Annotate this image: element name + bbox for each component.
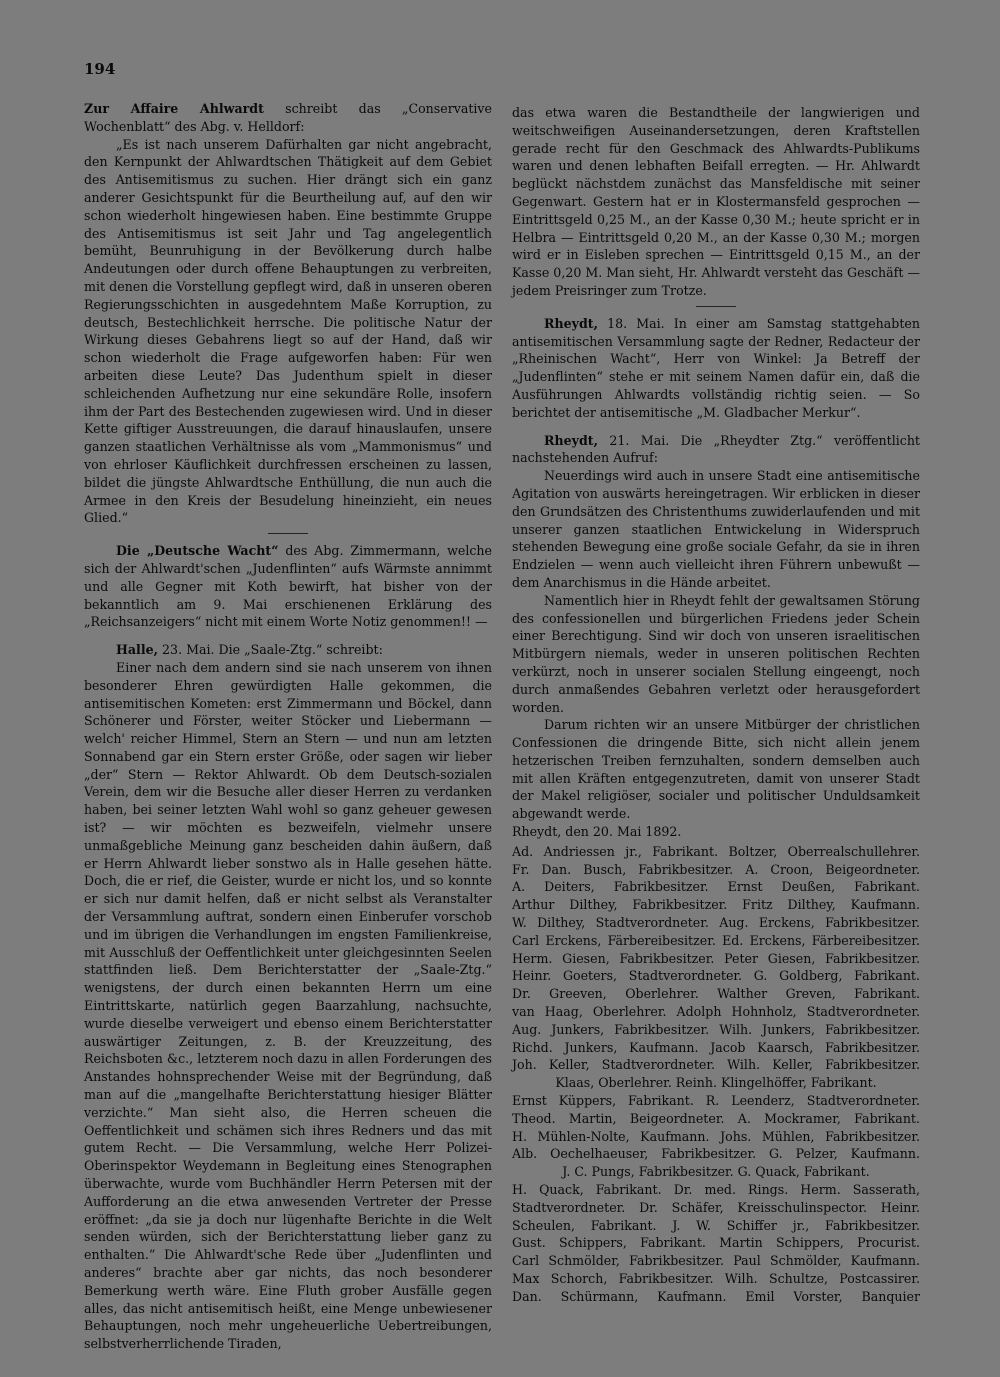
article-rheydt-18	[512, 315, 920, 422]
signatory-line: Dr. Greeven, Oberlehrer. Walther Greven, Fabrikant.	[512, 986, 920, 1002]
signatory-line: Heinr. Goeters, Stadtverordneter. G. Goldberg, Fabrikant.	[512, 968, 920, 984]
signatories-list	[512, 843, 920, 1306]
signatory-line: Max Schorch, Fabrikbesitzer. Wilh. Schultze, Postcassirer.	[512, 1271, 920, 1286]
article-ahlwardt-headline: Zur Affaire Ahlwardt	[84, 101, 264, 116]
appeal-paragraph: Namentlich hier in Rheydt fehlt der gewaltsamen Störung des confessionellen und bürgerlichen Friedens jeder Schein einer Berechtigung. Sind wir doch von unseren israelitischen Mitbürgern niemals, weder in unseren politischen Rechten verkürzt, noch in unserer socialen Stellung eingeengt, noch durch anmaßendes Gebahren verletzt oder herausgefordert worden.	[512, 592, 920, 715]
article-divider	[696, 306, 736, 307]
signatory-line: Alb. Oechelhaeuser, Fabrikbesitzer. G. Pelzer, Kaufmann.	[512, 1146, 920, 1162]
article-halle-lead: 23. Mai. Die „Saale-Ztg.“ schreibt:	[162, 642, 383, 658]
signatory-line: Carl Erckens, Färbereibesitzer. Ed. Erckens, Färbereibesitzer.	[512, 932, 920, 948]
signatory-line: H. Quack, Fabrikant. Dr. med. Rings. Herm. Sasserath,	[512, 1182, 920, 1198]
article-halle-headline: Halle,	[116, 642, 159, 658]
appeal-place-date: Rheydt, den 20. Mai 1892.	[512, 824, 682, 840]
signatory-line: H. Mühlen-Nolte, Kaufmann. Johs. Mühlen, Fabrikbesitzer.	[512, 1128, 920, 1144]
signatory-line: Richd. Junkers, Kaufmann. Jacob Kaarsch, Fabrikbesitzer.	[512, 1039, 920, 1055]
signatory-line: Dan. Schürmann, Kaufmann. Emil Vorster, Banquier	[512, 1288, 920, 1304]
article-wacht	[84, 542, 492, 631]
signatory-line: Fr. Dan. Busch, Fabrikbesitzer. A. Croon, Beigeordneter.	[512, 861, 920, 877]
article-halle-body: Einer nach dem andern sind sie nach unserem von ihnen besonderer Ehren gewürdigten Halle gekommen, die antisemitischen Kometen: erst Zimmermann und Böckel, dann Schönerer und Förster, weiter Stöcker und Liebermann — welch' reicher Himmel, Stern an Stern — und nun am letzten Sonnabend gar ein Stern erster Größe, oder sagen wir lieber „der“ Stern — Rektor Ahlwardt. Ob dem Deutsch-sozialen Verein, dem wir die Besuche aller dieser Herren zu verdanken haben, bei seiner letzten Wahl wohl so ganz geheuer gewesen ist? — wir möchten es bezweifeln, vielmehr unsere unmaßgebliche Meinung ganz bescheiden dahin äußern, daß er Herrn Ahlwardt lieber sonstwo als in Halle gesehen hätte. Doch, die er rief, die Geister, wurde er nicht los, und so konnte er sich nur damit helfen, daß er nicht selbst als Veranstalter der Versammlung auftrat, sondern einen Einberufer vorschob und im übrigen die Verhandlungen im engsten Familienkreise, mit Ausschluß der Oeffentlichkeit unter gleichgesinnten Seelen stattfinden ließ. Dem Berichterstatter der „Saale-Ztg.“ wenigstens, der durch einen bekannten Herrn um eine Eintrittskarte, natürlich gegen Baarzahlung, nachsuchte, wurde dieselbe verweigert und ebenso einem Berichterstatter auswärtiger Zeitungen, z. B. der Kreuzzeitung, des Reichsboten &c., letzterem noch dazu in allen Forderungen des Anstandes hohnsprechender Weise mit der Begründung, daß man auf die „mangelhafte Berichterstattung hiesiger Blätter verzichte.“ Man sieht also, die Herren scheuen die Oeffentlichkeit und schämen sich ihres Redners und das mit gutem Recht. — Die Versammlung, welche Herr Polizei-Oberinspektor Weydemann in Begleitung eines Stenographen überwachte, wurde vom Buchhändler Herrn Petersen mit der Aufforderung an die etwa anwesenden Vertreter der Presse eröffnet: „da sie ja doch nur lügenhafte Berichte in die Welt senden würden, sich der Berichterstattung lieber ganz zu enthalten.“ Die Ahlwardt'sche Rede über „Judenflinten und anderes“ brachte aber gar nichts, das noch besonderer Bemerkung werth wäre. Eine Fluth grober Ausfälle gegen alles, das nicht antisemitisch heißt, eine Menge unbewiesener Behauptungen, noch mehr ungeheuerliche Uebertreibungen, selbstverherrlichende Tiraden,	[84, 659, 492, 1352]
article-wacht-headline: Die „Deutsche Wacht“	[116, 543, 279, 559]
page-number: 194	[84, 60, 116, 78]
signatory-line: Joh. Keller, Stadtverordneter. Wilh. Keller, Fabrikbesitzer.	[512, 1057, 920, 1073]
signatory-line: Herm. Giesen, Fabrikbesitzer. Peter Giesen, Fabrikbesitzer.	[512, 950, 920, 966]
signatory-line: Stadtverordneter. Dr. Schäfer, Kreisschulinspector. Heinr.	[512, 1199, 920, 1215]
signatory-line: Scheulen, Fabrikant. J. W. Schiffer jr., Fabrikbesitzer.	[512, 1217, 920, 1233]
article-rheydt-18-headline: Rheydt,	[544, 315, 598, 331]
article-rheydt-21-headline: Rheydt,	[544, 432, 598, 448]
signatory-line: Ad. Andriessen jr., Fabrikant. Boltzer, Oberrealschullehrer.	[512, 843, 920, 859]
article-halle-intro	[84, 641, 492, 659]
article-halle-continuation: das etwa waren die Bestandtheile der langwierigen und weitschweifigen Auseinandersetzungen, deren Kraftstellen gerade recht für den Geschmack des Ahlwardts-Publikums waren und denen lebhaften Beifall erregten. — Hr. Ahlwardt beglückt nächstdem zunächst das Mansfeldische mit seiner Gegenwart. Gestern hat er in Klostermansfeld gesprochen — Eintrittsgeld 0,25 M., an der Kasse 0,30 M.; heute spricht er in Helbra — Eintrittsgeld 0,20 M., an der Kasse 0,30 M.; morgen wird er in Eisleben sprechen — Eintrittsgeld 0,15 M., an der Kasse 0,20 M. Man sieht, Hr. Ahlwardt versteht das Geschäft — jedem Preisringer zum Trotze.	[512, 105, 920, 298]
signatory-line: A. Deiters, Fabrikbesitzer. Ernst Deußen, Fabrikant.	[512, 879, 920, 895]
article-rheydt-21-lead: 21. Mai. Die „Rheydter Ztg.“ veröffentlicht nachstehenden Aufruf:	[512, 432, 920, 466]
signatory-line: Gust. Schippers, Fabrikant. Martin Schippers, Procurist.	[512, 1235, 920, 1251]
article-divider	[268, 533, 308, 534]
article-wacht-body: des Abg. Zimmermann, welche sich der Ahlwardt'schen „Judenflinten“ aufs Wärmste annimmt und alle Gegner mit Koth bewirft, hat bisher von der bekanntlich am 9. Mai erschienenen Erklärung des „Reichsanzeigers“ nicht mit einem Worte Notiz genommen!! —	[84, 543, 492, 630]
signatory-line: Arthur Dilthey, Fabrikbesitzer. Fritz Dilthey, Kaufmann.	[512, 897, 920, 913]
signatory-line: J. C. Pungs, Fabrikbesitzer. G. Quack, Fabrikant.	[562, 1164, 870, 1180]
appeal-paragraph: Darum richten wir an unsere Mitbürger der christlichen Confessionen die dringende Bitte, sich nicht allein jenem hetzerischen Treiben fernzuhalten, sondern demselben auch mit allen Kräften entgegenzutreten, damit von unserer Stadt der Makel religiöser, socialer und politischer Unduldsamkeit abgewandt werde.	[512, 717, 920, 822]
signatory-line: van Haag, Oberlehrer. Adolph Hohnholz, Stadtverordneter.	[512, 1004, 920, 1020]
appeal-paragraph: Neuerdings wird auch in unsere Stadt eine antisemitische Agitation von auswärts hereingetragen. Wir erblicken in dieser den Grundsätzen des Christenthums zuwiderlaufenden und mit unserer ganzen staatlichen Entwickelung in Widerspruch stehenden Bewegung eine große sociale Gefahr, da sie in ihren Endzielen — wenn auch vielleicht ihren Führern unbewußt — dem Anarchismus in die Hände arbeitet.	[512, 468, 920, 590]
article-ahlwardt-lead: schreibt das „Conservative Wochenblatt“ des Abg. v. Helldorf:	[84, 101, 492, 134]
signatory-line: W. Dilthey, Stadtverordneter. Aug. Erckens, Fabrikbesitzer.	[512, 915, 920, 931]
article-ahlwardt-body: „Es ist nach unserem Dafürhalten gar nicht angebracht, den Kernpunkt der Ahlwardtschen Thätigkeit auf dem Gebiet des Antisemitismus zu suchen. Hier drängt sich ein ganz anderer Gesichtspunkt für die Beurtheilung auf, auf den wir schon wiederholt hingewiesen haben. Eine bestimmte Gruppe des Antisemitismus ist seit Jahr und Tag angelegentlich bemüht, Beunruhigung in der Bevölkerung durch halbe Andeutungen oder durch offene Behauptungen zu verbreiten, mit denen die Vorstellung gepflegt wird, daß in unseren oberen Regierungsschichten in ausgedehntem Maße Korruption, zu deutsch, Bestechlichkeit herrsche. Die politische Natur der Wirkung dieses Gebahrens liegt so auf der Hand, daß wir schon wiederholt die Frage aufgeworfen haben: Für wen arbeiten diese Leute? Das Judenthum spielt in dieser schleichenden Aufhetzung nur eine sekundäre Rolle, insofern ihm der Part des Bestechenden zugewiesen wird. Und in dieser Kette giftiger Ausstreuungen, die darauf hinauslaufen, unsere ganzen staatlichen Verhältnisse als vom „Mammonismus“ und von ehrloser Käuflichkeit durchfressen erscheinen zu lassen, bildet die jüngste Ahlwardtsche Enthüllung, die nun auch die Armee in den Kreis der Besudelung hineinzieht, ein neues Glied.“	[84, 136, 492, 526]
signatory-line: Carl Schmölder, Fabrikbesitzer. Paul Schmölder, Kaufmann.	[512, 1253, 920, 1269]
article-ahlwardt-intro	[84, 100, 492, 136]
left-column	[84, 100, 492, 1353]
article-rheydt-18-body: 18. Mai. In einer am Samstag stattgehabten antisemitischen Versammlung sagte der Redner, Redacteur der „Rheinischen Wacht“, Herr von Winkel: Ja Betreff der „Judenflinten“ stehe er mit seinem Namen dafür ein, daß die Ausführungen Ahlwardts vollständig richtig seien. — So berichtet der antisemitische „M. Gladbacher Merkur“.	[512, 315, 920, 420]
right-column	[512, 104, 920, 1306]
signatory-line: Ernst Küppers, Fabrikant. R. Leenderz, Stadtverordneter.	[512, 1093, 920, 1109]
signatory-line: Theod. Martin, Beigeordneter. A. Mockramer, Fabrikant.	[512, 1110, 920, 1126]
article-rheydt-21-intro	[512, 432, 920, 468]
signatory-line: Aug. Junkers, Fabrikbesitzer. Wilh. Junkers, Fabrikbesitzer.	[512, 1021, 920, 1037]
signatory-line: Klaas, Oberlehrer. Reinh. Klingelhöffer, Fabrikant.	[555, 1075, 877, 1091]
